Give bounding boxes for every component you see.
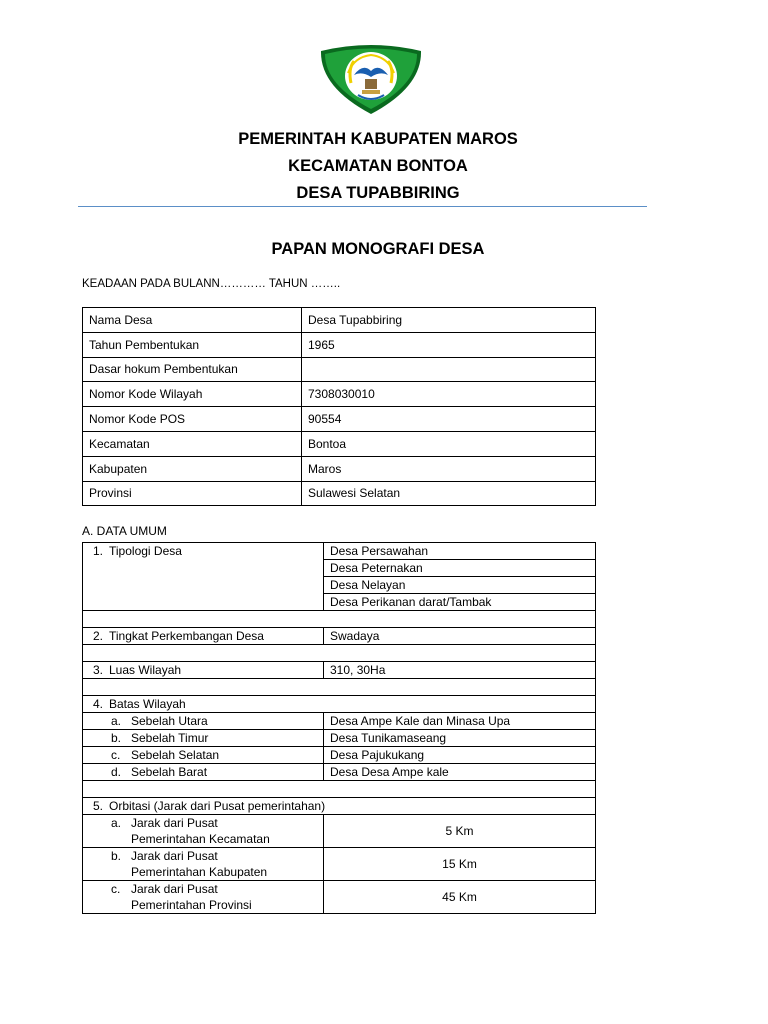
data-umum-table — [82, 542, 596, 914]
identity-value: 1965 — [302, 332, 596, 357]
spacer-row — [83, 781, 596, 798]
table-row — [83, 730, 596, 747]
orbitasi-line1: Jarak dari Pusat — [131, 882, 218, 896]
identity-value: Maros — [302, 456, 596, 481]
table-row — [83, 815, 596, 848]
header-kecamatan: KECAMATAN BONTOA — [288, 157, 468, 175]
table-row — [83, 662, 596, 679]
batas-direction: Sebelah Selatan — [131, 748, 220, 762]
table-row — [83, 308, 596, 333]
table-row — [83, 764, 596, 781]
identity-value: Sulawesi Selatan — [302, 481, 596, 506]
header-pemerintah: PEMERINTAH KABUPATEN MAROS — [238, 130, 518, 148]
batas-item-label — [83, 764, 324, 781]
table-row — [83, 713, 596, 730]
identity-value: Bontoa — [302, 431, 596, 456]
spacer-row — [83, 611, 596, 628]
identity-label: Dasar hokum Pembentukan — [83, 357, 302, 382]
item-number: 4. — [93, 697, 104, 711]
identity-label: Nomor Kode Wilayah — [83, 382, 302, 407]
item-number: 3. — [93, 663, 104, 677]
identity-label: Tahun Pembentukan — [83, 332, 302, 357]
tingkat-label-cell — [83, 628, 324, 645]
identity-value: 90554 — [302, 407, 596, 432]
table-row — [83, 747, 596, 764]
batas-label-cell — [83, 696, 596, 713]
item-letter: b. — [111, 731, 122, 745]
item-letter: a. — [111, 714, 122, 728]
orbitasi-line1: Jarak dari Pusat — [131, 849, 218, 863]
orbitasi-item-label — [83, 848, 324, 881]
kabupaten-maros-logo — [318, 43, 424, 115]
orbitasi-item-label — [83, 881, 324, 914]
batas-direction: Sebelah Timur — [131, 731, 209, 745]
identity-value: 7308030010 — [302, 382, 596, 407]
batas-label: Batas Wilayah — [109, 697, 186, 711]
identity-value — [302, 357, 596, 382]
item-letter: b. — [111, 849, 122, 863]
batas-item-label — [83, 747, 324, 764]
keadaan-line: KEADAAN PADA BULANN………… TAHUN …….. — [82, 278, 341, 290]
table-row — [83, 357, 596, 382]
tipologi-value: Desa Perikanan darat/Tambak — [324, 594, 596, 611]
orbitasi-line1: Jarak dari Pusat — [131, 816, 218, 830]
identity-label: Nama Desa — [83, 308, 302, 333]
section-a-title: A. DATA UMUM — [82, 524, 167, 538]
item-letter: c. — [111, 882, 121, 896]
identity-label: Kecamatan — [83, 431, 302, 456]
item-letter: d. — [111, 765, 122, 779]
batas-item-label — [83, 713, 324, 730]
orbitasi-distance: 45 Km — [324, 881, 596, 914]
spacer-row — [83, 645, 596, 662]
tipologi-value: Desa Persawahan — [324, 543, 596, 560]
identity-value: Desa Tupabbiring — [302, 308, 596, 333]
identity-table — [82, 307, 596, 506]
orbitasi-label: Orbitasi (Jarak dari Pusat pemerintahan) — [109, 799, 326, 813]
luas-label-cell — [83, 662, 324, 679]
tipologi-value: Desa Peternakan — [324, 560, 596, 577]
batas-item-value: Desa Desa Ampe kale — [324, 764, 596, 781]
table-row — [83, 848, 596, 881]
batas-item-label — [83, 730, 324, 747]
spacer-row — [83, 679, 596, 696]
item-letter: a. — [111, 816, 122, 830]
batas-direction: Sebelah Barat — [131, 765, 208, 779]
table-row — [83, 456, 596, 481]
item-letter: c. — [111, 748, 121, 762]
header-divider — [78, 206, 647, 207]
table-row — [83, 407, 596, 432]
table-row — [83, 543, 596, 560]
table-row — [83, 332, 596, 357]
page-title: PAPAN MONOGRAFI DESA — [271, 240, 485, 258]
orbitasi-item-label — [83, 815, 324, 848]
tipologi-label: Tipologi Desa — [109, 544, 182, 558]
orbitasi-line2: Pemerintahan Provinsi — [131, 898, 252, 912]
item-number: 1. — [93, 544, 104, 558]
batas-item-value: Desa Tunikamaseang — [324, 730, 596, 747]
batas-item-value: Desa Ampe Kale dan Minasa Upa — [324, 713, 596, 730]
identity-label: Kabupaten — [83, 456, 302, 481]
batas-direction: Sebelah Utara — [131, 714, 208, 728]
table-row — [83, 628, 596, 645]
table-row — [83, 481, 596, 506]
item-number: 2. — [93, 629, 104, 643]
batas-item-value: Desa Pajukukang — [324, 747, 596, 764]
orbitasi-distance: 5 Km — [324, 815, 596, 848]
table-row — [83, 382, 596, 407]
item-number: 5. — [93, 799, 104, 813]
table-row — [83, 798, 596, 815]
luas-value: 310, 30Ha — [324, 662, 596, 679]
orbitasi-line2: Pemerintahan Kabupaten — [131, 865, 268, 879]
identity-label: Provinsi — [83, 481, 302, 506]
table-row — [83, 696, 596, 713]
luas-label: Luas Wilayah — [109, 663, 182, 677]
orbitasi-distance: 15 Km — [324, 848, 596, 881]
orbitasi-label-cell — [83, 798, 596, 815]
identity-label: Nomor Kode POS — [83, 407, 302, 432]
table-row — [83, 431, 596, 456]
table-row — [83, 881, 596, 914]
tipologi-value: Desa Nelayan — [324, 577, 596, 594]
tipologi-label-cell — [83, 543, 324, 611]
tingkat-value: Swadaya — [324, 628, 596, 645]
header-desa: DESA TUPABBIRING — [296, 184, 460, 202]
orbitasi-line2: Pemerintahan Kecamatan — [131, 832, 270, 846]
tingkat-label: Tingkat Perkembangan Desa — [109, 629, 264, 643]
